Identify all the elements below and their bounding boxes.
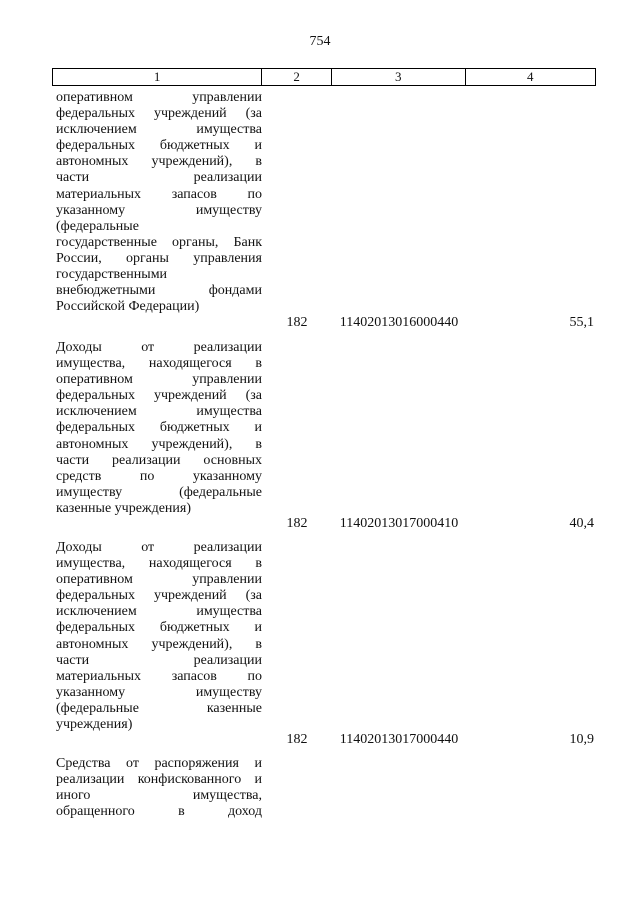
desc-word: указанному — [56, 202, 126, 218]
desc-line — [56, 251, 262, 267]
desc-line — [56, 469, 262, 485]
budget-code: 11402013017000440 — [339, 732, 459, 747]
desc-line — [56, 637, 262, 653]
desc-line — [56, 138, 262, 154]
desc-word: и — [254, 756, 262, 771]
row-description — [56, 756, 262, 820]
desc-line — [56, 485, 262, 501]
desc-line — [56, 235, 262, 251]
row-description — [56, 340, 262, 517]
desc-word: федеральных — [56, 106, 136, 122]
desc-word: (федеральные — [179, 484, 262, 500]
desc-word: учреждений — [153, 388, 227, 404]
desc-word: (федеральные — [56, 700, 139, 716]
desc-word: в — [178, 804, 185, 820]
desc-word: указанному — [192, 468, 262, 484]
desc-line — [56, 154, 262, 170]
desc-word: основных — [203, 452, 262, 468]
desc-line: казенные учреждения) — [56, 500, 192, 516]
desc-line — [56, 122, 262, 138]
desc-line — [56, 372, 262, 388]
desc-word: исключением — [56, 404, 137, 420]
desc-line: государственными — [56, 267, 168, 283]
desc-word: доход — [228, 804, 262, 820]
desc-line — [56, 187, 262, 203]
desc-word: автономных — [56, 436, 129, 452]
desc-word: (за — [245, 106, 262, 122]
desc-word: бюджетных — [159, 138, 230, 154]
desc-word: в — [255, 356, 262, 372]
desc-word: федеральных — [56, 588, 136, 604]
desc-word: фондами — [208, 283, 262, 299]
desc-line — [56, 170, 262, 186]
desc-word: федеральных — [56, 420, 136, 436]
desc-line — [56, 604, 262, 620]
desc-word: управления — [193, 250, 262, 266]
desc-word: исключением — [56, 604, 137, 620]
desc-line — [56, 283, 262, 299]
header-col-1: 1 — [53, 69, 262, 85]
header-col-4: 4 — [527, 69, 534, 84]
desc-word: Средства — [56, 756, 111, 771]
desc-word: и — [254, 772, 262, 788]
desc-word: казенные — [206, 700, 262, 716]
desc-word: материальных — [56, 186, 142, 202]
desc-word: органы — [126, 250, 169, 266]
desc-word: запасов — [171, 668, 217, 684]
desc-word: имущества, — [56, 556, 126, 572]
desc-line — [56, 90, 262, 106]
desc-word: запасов — [171, 186, 217, 202]
desc-word: автономных — [56, 636, 129, 652]
desc-word: и — [254, 138, 262, 154]
header-col-2: 2 — [262, 69, 332, 85]
desc-word: внебюджетными — [56, 283, 156, 299]
amount: 55,1 — [569, 315, 594, 330]
desc-word: управлении — [192, 372, 262, 388]
table-header — [52, 68, 596, 86]
desc-word: имуществу — [195, 202, 262, 218]
desc-line — [56, 203, 262, 219]
desc-word: учреждений — [153, 106, 227, 122]
desc-word: материальных — [56, 668, 142, 684]
desc-word: распоряжения — [154, 756, 239, 771]
desc-line — [56, 788, 262, 804]
desc-word: федеральных — [56, 138, 136, 154]
desc-word: в — [255, 636, 262, 652]
desc-word: России, — [56, 250, 102, 266]
desc-line — [56, 701, 262, 717]
desc-word: в — [255, 436, 262, 452]
desc-word: обращенного — [56, 804, 135, 820]
desc-word: реализации — [112, 452, 181, 468]
desc-word: (за — [245, 388, 262, 404]
desc-word: части — [56, 452, 90, 468]
desc-word: реализации — [193, 540, 262, 555]
desc-line: Российской Федерации) — [56, 299, 200, 315]
admin-code: 182 — [286, 315, 308, 330]
desc-line: (федеральные — [56, 218, 139, 234]
desc-word: реализации — [193, 652, 262, 668]
desc-word: части — [56, 170, 90, 186]
desc-line — [56, 804, 262, 820]
desc-word: находящегося — [148, 556, 232, 572]
desc-word: по — [247, 668, 262, 684]
desc-line — [56, 540, 262, 556]
desc-line — [56, 437, 262, 453]
desc-word: от — [141, 340, 155, 355]
desc-word: конфискованного — [137, 772, 242, 788]
desc-word: учреждений — [153, 588, 227, 604]
desc-line: учреждения) — [56, 717, 133, 733]
desc-word: государственные — [56, 234, 157, 250]
desc-line — [56, 106, 262, 122]
desc-word: части — [56, 652, 90, 668]
desc-line — [56, 588, 262, 604]
desc-word: оперативном — [56, 90, 133, 105]
desc-word: иного — [56, 788, 91, 804]
amount: 40,4 — [569, 516, 594, 531]
desc-word: реализации — [193, 170, 262, 186]
desc-line — [56, 653, 262, 669]
desc-word: управлении — [192, 572, 262, 588]
desc-word: оперативном — [56, 572, 133, 588]
desc-word: в — [255, 154, 262, 170]
page-number: 754 — [309, 34, 331, 49]
row-description — [56, 540, 262, 733]
header-col-3: 3 — [332, 69, 466, 85]
desc-word: Банк — [233, 234, 262, 250]
desc-word: и — [254, 420, 262, 436]
desc-line — [56, 404, 262, 420]
desc-word: учреждений), — [151, 154, 233, 170]
desc-word: имущества — [196, 604, 262, 620]
desc-word: в — [255, 556, 262, 572]
desc-word: по — [139, 468, 155, 484]
desc-word: бюджетных — [159, 620, 230, 636]
desc-line — [56, 420, 262, 436]
row-description — [56, 90, 262, 315]
desc-line — [56, 572, 262, 588]
desc-word: имущества, — [56, 356, 126, 372]
desc-word: управлении — [192, 90, 262, 105]
desc-line — [56, 669, 262, 685]
desc-word: от — [141, 540, 155, 555]
desc-word: имущества — [196, 404, 262, 420]
desc-line — [56, 685, 262, 701]
desc-word: реализации — [193, 340, 262, 355]
desc-word: Доходы — [56, 540, 102, 555]
desc-word: оперативном — [56, 372, 133, 388]
desc-word: исключением — [56, 122, 137, 138]
desc-line — [56, 453, 262, 469]
desc-word: учреждений), — [151, 636, 233, 652]
desc-word: и — [254, 620, 262, 636]
desc-word: по — [247, 186, 262, 202]
admin-code: 182 — [286, 516, 308, 531]
desc-line — [56, 620, 262, 636]
desc-word: средств — [56, 468, 102, 484]
desc-word: от — [126, 756, 139, 771]
desc-word: имущества — [196, 122, 262, 138]
desc-word: федеральных — [56, 388, 136, 404]
desc-word: автономных — [56, 154, 129, 170]
desc-line — [56, 356, 262, 372]
admin-code: 182 — [286, 732, 308, 747]
budget-code: 11402013017000410 — [339, 516, 459, 531]
budget-code: 11402013016000440 — [339, 315, 459, 330]
desc-word: реализации — [56, 772, 125, 788]
desc-line — [56, 756, 262, 772]
desc-word: органы, — [172, 234, 219, 250]
desc-word: Доходы — [56, 340, 102, 355]
desc-line — [56, 388, 262, 404]
desc-word: имущества, — [192, 788, 262, 804]
desc-line — [56, 556, 262, 572]
desc-word: имуществу — [195, 684, 262, 700]
desc-word: учреждений), — [151, 436, 233, 452]
desc-word: находящегося — [148, 356, 232, 372]
amount: 10,9 — [569, 732, 594, 747]
desc-word: (за — [245, 588, 262, 604]
desc-word: федеральных — [56, 620, 136, 636]
desc-word: бюджетных — [159, 420, 230, 436]
desc-word: имуществу — [56, 484, 123, 500]
desc-line — [56, 772, 262, 788]
desc-line — [56, 340, 262, 356]
desc-word: указанному — [56, 684, 126, 700]
